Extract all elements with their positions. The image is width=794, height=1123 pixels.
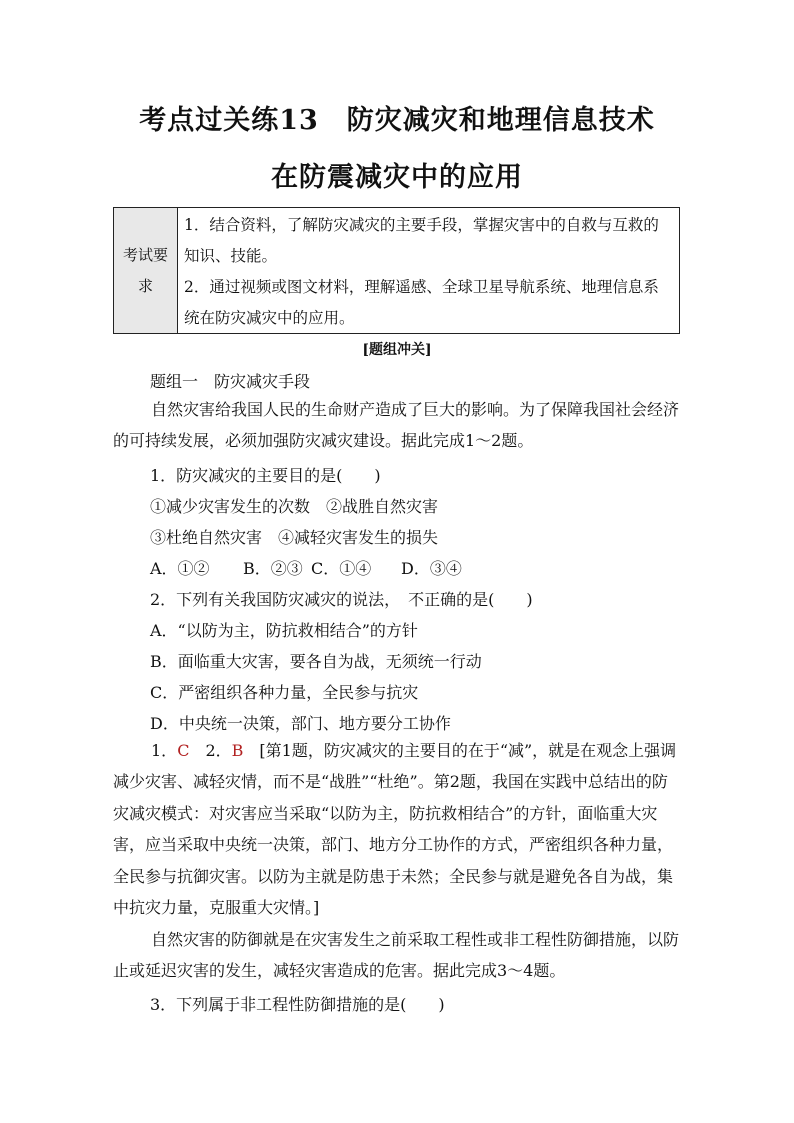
exam-requirements-body <box>178 208 679 333</box>
requirement-item: 2．通过视频或图文材料，理解遥感、全球卫星导航系统、地理信息系统在防灾减灾中的应用。 <box>184 278 659 327</box>
group-title: 题组一 防灾减灾手段 <box>150 372 311 391</box>
page-title-line1: 考点过关练13 防灾减灾和地理信息技术 <box>139 105 655 136</box>
answer-1-prefix: 1． <box>151 741 178 760</box>
question-2-option-d: D．中央统一决策，部门、地方要分工协作 <box>150 714 451 733</box>
requirement-item: 1．结合资料，了解防灾减灾的主要手段，掌握灾害中的自救与互救的知识、技能。 <box>184 216 659 265</box>
exam-requirements-label: 考试要求 <box>114 208 178 333</box>
question-1-choices-line1: ①减少灾害发生的次数 ②战胜自然灾害 <box>150 497 439 516</box>
question-2-option-c: C．严密组织各种力量，全民参与抗灾 <box>150 683 419 702</box>
intro-questions-3-4: 自然灾害的防御就是在灾害发生之前采取工程性或非工程性防御措施，以防止或延迟灾害的发生，减轻灾害造成的危害。据此完成3～4题。 <box>113 930 680 981</box>
answer-explanation-text: [第1题，防灾减灾的主要目的在于“减”，就是在观念上强调减少灾害、减轻灾情，而不是“战胜”“杜绝”。第2题，我国在实践中总结出的防灾减灾模式：对灾害应当采取“以防为主，防抗救相结合”的方针，面临重大灾害，应当采取中央统一决策，部门、地方分工协作的方式，严密组织各种力量，全民参与抗御灾害。以防为主就是防患于未然；全民参与就是避免各自为战，集中抗灾力量，克服重大灾情。] <box>113 741 677 918</box>
question-2-stem: 2．下列有关我国防灾减灾的说法， 不正确的是( ) <box>150 590 533 609</box>
answer-2-value: B <box>231 741 244 760</box>
question-2-option-a: A．“以防为主，防抗救相结合”的方针 <box>150 621 418 640</box>
option-c: C．①④ <box>311 559 372 578</box>
group-intro: 自然灾害给我国人民的生命财产造成了巨大的影响。为了保障我国社会经济的可持续发展，必须加强防灾减灾建设。据此完成1～2题。 <box>113 400 680 451</box>
question-1-choices-line2: ③杜绝自然灾害 ④减轻灾害发生的损失 <box>150 528 439 547</box>
section-tag: [题组冲关] <box>362 342 432 358</box>
question-1-stem: 1．防灾减灾的主要目的是( ) <box>150 466 381 485</box>
option-d: D．③④ <box>401 559 462 578</box>
question-2-option-b: B．面临重大灾害，要各自为战，无须统一行动 <box>150 652 482 671</box>
option-a: A．①② <box>150 559 210 578</box>
answer-explanation-1-2 <box>113 735 680 923</box>
option-b: B．②③ <box>243 559 303 578</box>
answer-2-prefix: 2． <box>189 741 232 760</box>
question-3-stem: 3．下列属于非工程性防御措施的是( ) <box>150 995 445 1014</box>
page-title-line2: 在防震减灾中的应用 <box>271 162 523 193</box>
exam-requirements-table <box>113 207 680 334</box>
answer-1-value: C <box>177 741 190 760</box>
question-1-options <box>150 556 462 579</box>
